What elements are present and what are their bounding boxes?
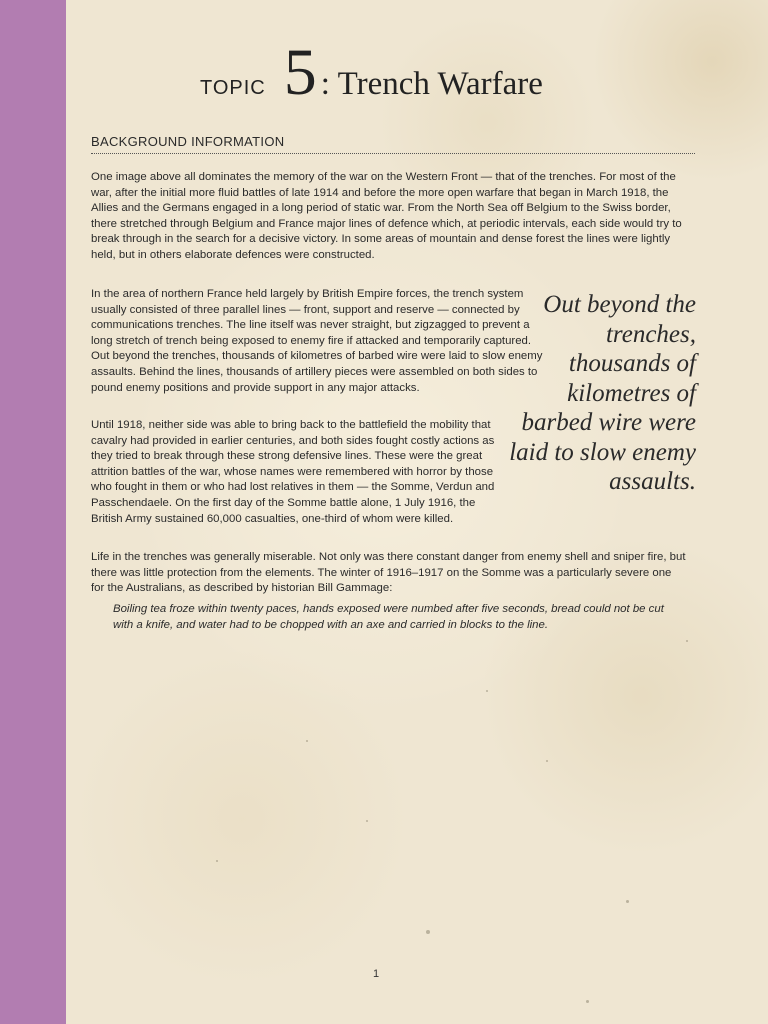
topic-number: 5	[283, 36, 317, 109]
body-paragraph-1: One image above all dominates the memory of the war on the Western Front — that of the trenches. For most of the war, after the initial more fluid battles of late 1914 and before the more open warfare that began in March 1918, the Allies and the Germans engaged in a long period of static war. From the North Sea off Belgium to the Swiss border, there stretched through Belgium and France major lines of defence which, at periodic intervals, each side would try to break through in the search for a decisive victory. In some areas of mountain and dense forest the lines were lightly held, but in others elaborate defences were constructed.	[91, 171, 682, 261]
topic-label: TOPIC	[200, 77, 266, 99]
purple-margin-bar	[0, 0, 66, 1024]
topic-title: : Trench Warfare	[320, 66, 543, 102]
pull-quote: Out beyond the trenches, thousands of kilometres of barbed wire were laid to slow enemy assaults.	[509, 291, 696, 495]
body-paragraph-2: In the area of northern France held largely by British Empire forces, the trench system usually consisted of three parallel lines — front, support and reserve — connected by communications trenches. The line itself was never straight, but zigzagged to prevent a long stretch of trench being exposed to enemy fire if attacked and temporarily captured. Out beyond the trenches, thousands of kilometres of barbed wire were laid to slow enemy assaults. Behind the lines, thousands of artillery pieces were assembled on both sides to pound enemy positions and provide support in any major attacks.	[91, 288, 543, 394]
body-paragraph-3: Until 1918, neither side was able to bring back to the battlefield the mobility that cavalry had provided in earlier centuries, and both sides fought costly actions as they tried to break through these strong defensive lines. These were the great attrition battles of the war, whose names were remembered with horror by those who fought in them or who had lost relatives in them — the Somme, Verdun and Passchendaele. On the first day of the Somme battle alone, 1 July 1916, the British Army sustained 60,000 casualties, one-third of whom were killed.	[91, 419, 495, 525]
section-heading: BACKGROUND INFORMATION	[91, 134, 695, 154]
body-paragraph-4: Life in the trenches was generally miserable. Not only was there constant danger from enemy shell and sniper fire, but there was little protection from the elements. The winter of 1916–1917 on the Somme was a particularly severe one for the Australians, as described by historian Bill Gammage:	[91, 551, 686, 595]
page-title	[200, 36, 700, 109]
page-number: 1	[372, 968, 380, 980]
block-quote: Boiling tea froze within twenty paces, hands exposed were numbed after five seconds, bread could not be cut with a knife, and water had to be chopped with an axe and carried in blocks to the line.	[113, 603, 664, 631]
